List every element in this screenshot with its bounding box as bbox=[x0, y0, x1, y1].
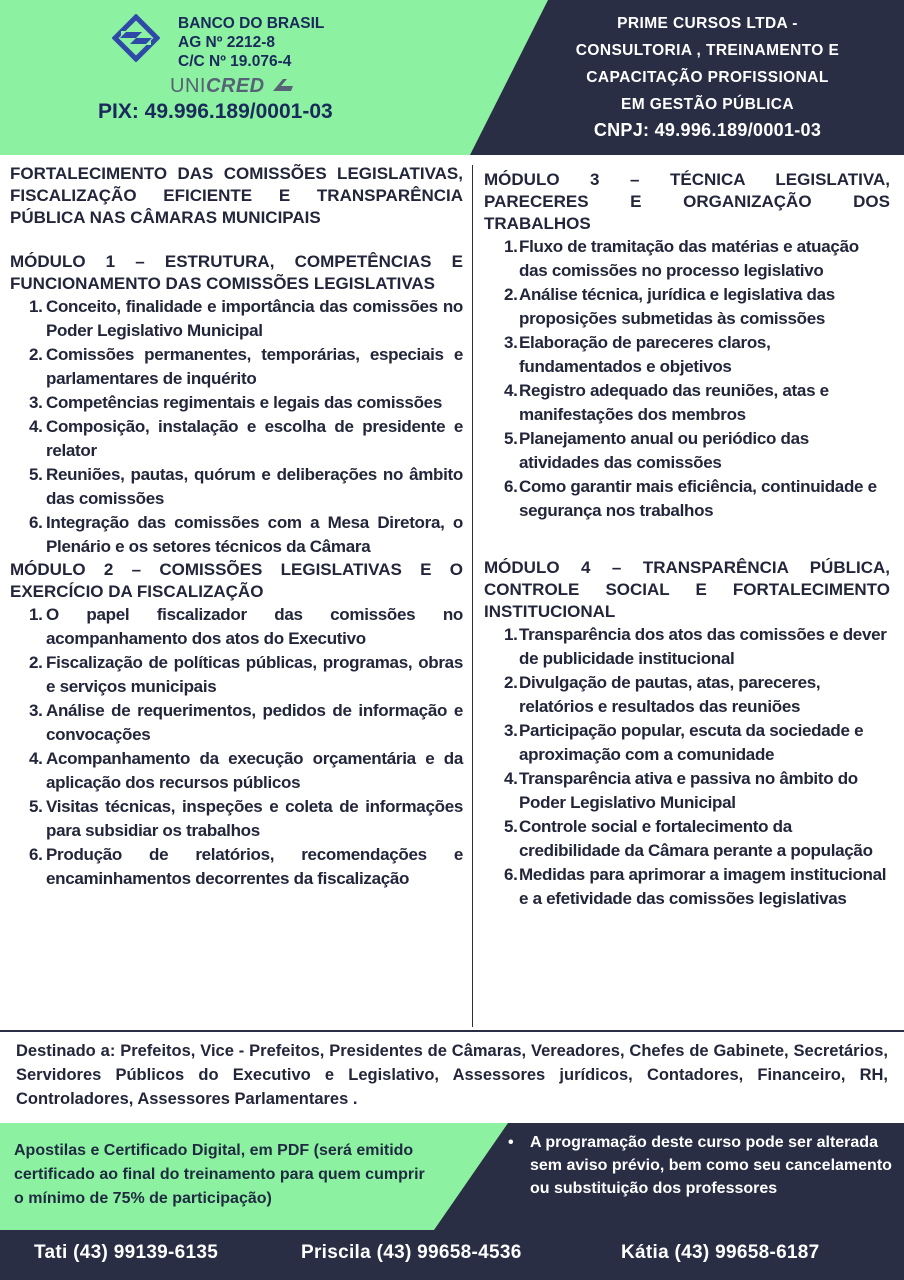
bank-account: C/C Nº 19.076-4 bbox=[178, 53, 292, 70]
company-cnpj: CNPJ: 49.996.189/0001-03 bbox=[593, 120, 822, 140]
item-text: Análise de requerimentos, pedidos de informação e convocações bbox=[46, 701, 463, 744]
item-text: O papel fiscalizador das comissões no acompanhamento dos atos do Executivo bbox=[46, 605, 463, 648]
list-item bbox=[484, 815, 890, 863]
item-number: 4. bbox=[29, 749, 43, 768]
list-item bbox=[10, 603, 463, 651]
item-text: Composição, instalação e escolha de presidente e relator bbox=[46, 417, 463, 460]
company-name bbox=[545, 10, 870, 118]
module-1-title: MÓDULO 1 – ESTRUTURA, COMPETÊNCIAS E FUNCIONAMENTO DAS COMISSÕES LEGISLATIVAS bbox=[10, 252, 463, 293]
course-title: FORTALECIMENTO DAS COMISSÕES LEGISLATIVAS, FISCALIZAÇÃO EFICIENTE E TRANSPARÊNCIA PÚBLICA NAS CÂMARAS MUNICIPAIS bbox=[10, 164, 463, 227]
item-number: 1. bbox=[504, 237, 518, 256]
contact-priscila[interactable]: Priscila (43) 99658-4536 bbox=[301, 1242, 522, 1263]
item-number: 1. bbox=[29, 605, 43, 624]
list-item bbox=[10, 415, 463, 463]
banco-do-brasil-logo-icon bbox=[112, 14, 160, 62]
list-item bbox=[10, 295, 463, 343]
unicred-logo bbox=[170, 75, 295, 98]
item-text: Controle social e fortalecimento da credibilidade da Câmara perante a população bbox=[519, 817, 873, 860]
item-number: 2. bbox=[29, 345, 43, 364]
list-item bbox=[484, 767, 890, 815]
item-text: Competências regimentais e legais das comissões bbox=[46, 393, 442, 412]
item-number: 5. bbox=[29, 797, 43, 816]
item-text: Divulgação de pautas, atas, pareceres, relatórios e resultados das reuniões bbox=[519, 673, 821, 716]
list-item bbox=[10, 511, 463, 559]
item-number: 5. bbox=[504, 817, 518, 836]
item-number: 3. bbox=[504, 333, 518, 352]
item-text: Elaboração de pareceres claros, fundamentados e objetivos bbox=[519, 333, 771, 376]
item-number: 3. bbox=[29, 393, 43, 412]
item-number: 5. bbox=[504, 429, 518, 448]
list-item bbox=[10, 651, 463, 699]
item-number: 2. bbox=[504, 673, 518, 692]
item-text: Medidas para aprimorar a imagem institucional e a efetividade das comissões legislativas bbox=[519, 865, 887, 908]
item-text: Como garantir mais eficiência, continuidade e segurança nos trabalhos bbox=[519, 477, 877, 520]
company-line: CAPACITAÇÃO PROFISSIONAL bbox=[586, 69, 829, 86]
list-item bbox=[484, 863, 890, 911]
list-item bbox=[10, 699, 463, 747]
header bbox=[0, 0, 904, 155]
module-3-list bbox=[484, 235, 890, 523]
bank-name: BANCO DO BRASIL bbox=[178, 15, 325, 32]
item-number: 3. bbox=[29, 701, 43, 720]
item-text: Produção de relatórios, recomendações e encaminhamentos decorrentes da fiscalização bbox=[46, 845, 463, 888]
item-text: Comissões permanentes, temporárias, especiais e parlamentares de inquérito bbox=[46, 345, 463, 388]
target-audience-box bbox=[0, 1030, 904, 1120]
list-item bbox=[484, 623, 890, 671]
unicred-arrow-icon bbox=[271, 77, 295, 93]
item-text: Análise técnica, jurídica e legislativa das proposições submetidas às comissões bbox=[519, 285, 835, 328]
company-line: PRIME CURSOS LTDA - bbox=[617, 15, 798, 32]
module-3-title: MÓDULO 3 – TÉCNICA LEGISLATIVA, PARECERES E ORGANIZAÇÃO DOS TRABALHOS bbox=[484, 170, 890, 233]
contact-katia[interactable]: Kátia (43) 99658-6187 bbox=[621, 1242, 820, 1263]
item-number: 4. bbox=[29, 417, 43, 436]
spacer bbox=[484, 523, 890, 549]
footer-info bbox=[0, 1123, 904, 1230]
contacts-bar bbox=[0, 1230, 904, 1280]
module-2-list bbox=[10, 603, 463, 891]
item-text: Transparência dos atos das comissões e dever de publicidade institucional bbox=[519, 625, 887, 668]
list-item bbox=[484, 331, 890, 379]
list-item bbox=[10, 795, 463, 843]
list-item bbox=[10, 747, 463, 795]
item-text: Fiscalização de políticas públicas, programas, obras e serviços municipais bbox=[46, 653, 463, 696]
target-audience-text: Destinado a: Prefeitos, Vice - Prefeitos, Presidentes de Câmaras, Vereadores, Chefes de Gabinete, Secretários, Servidores Públicos do Executivo e Legislativo, Assessores jurídicos, Contadores, Financeiro, RH, Controladores, Assessores Parlamentares . bbox=[16, 1042, 888, 1108]
item-number: 1. bbox=[29, 297, 43, 316]
right-column bbox=[484, 163, 890, 911]
item-number: 2. bbox=[504, 285, 518, 304]
list-item bbox=[10, 343, 463, 391]
pix-key: PIX: 49.996.189/0001-03 bbox=[98, 100, 333, 123]
list-item bbox=[484, 427, 890, 475]
bank-agency: AG Nº 2212-8 bbox=[178, 34, 275, 51]
list-item bbox=[484, 235, 890, 283]
item-number: 3. bbox=[504, 721, 518, 740]
item-text: Participação popular, escuta da sociedade e aproximação com a comunidade bbox=[519, 721, 864, 764]
item-number: 6. bbox=[29, 513, 43, 532]
unicred-logo-text-a: UNI bbox=[170, 75, 206, 97]
unicred-logo-text-b: CRED bbox=[205, 75, 265, 97]
item-text: Reuniões, pautas, quórum e deliberações no âmbito das comissões bbox=[46, 465, 463, 508]
item-number: 1. bbox=[504, 625, 518, 644]
item-text: Integração das comissões com a Mesa Diretora, o Plenário e os setores técnicos da Câmara bbox=[46, 513, 463, 556]
module-1-list bbox=[10, 295, 463, 559]
item-number: 2. bbox=[29, 653, 43, 672]
module-4-title: MÓDULO 4 – TRANSPARÊNCIA PÚBLICA, CONTROLE SOCIAL E FORTALECIMENTO INSTITUCIONAL bbox=[484, 558, 890, 621]
module-2-title: MÓDULO 2 – COMISSÕES LEGISLATIVAS E O EXERCÍCIO DA FISCALIZAÇÃO bbox=[10, 560, 463, 601]
item-number: 4. bbox=[504, 769, 518, 788]
company-line: EM GESTÃO PÚBLICA bbox=[620, 96, 794, 113]
list-item bbox=[10, 391, 463, 415]
item-text: Conceito, finalidade e importância das comissões no Poder Legislativo Municipal bbox=[46, 297, 463, 340]
list-item bbox=[484, 719, 890, 767]
column-divider bbox=[472, 165, 473, 1027]
item-text: Fluxo de tramitação das matérias e atuação das comissões no processo legislativo bbox=[519, 237, 859, 280]
course-content bbox=[0, 155, 904, 1030]
item-number: 6. bbox=[504, 477, 518, 496]
item-number: 6. bbox=[504, 865, 518, 884]
list-item bbox=[484, 379, 890, 427]
company-line: CONSULTORIA , TREINAMENTO E bbox=[575, 42, 840, 59]
list-item bbox=[484, 283, 890, 331]
bullet-icon: • bbox=[508, 1134, 514, 1151]
item-text: Registro adequado das reuniões, atas e manifestações dos membros bbox=[519, 381, 829, 424]
item-number: 6. bbox=[29, 845, 43, 864]
list-item bbox=[10, 843, 463, 891]
list-item bbox=[10, 463, 463, 511]
contact-tati[interactable]: Tati (43) 99139-6135 bbox=[34, 1242, 219, 1263]
schedule-note bbox=[508, 1131, 893, 1200]
certificate-info: Apostilas e Certificado Digital, em PDF (será emitido certificado ao final do treinamento para quem cumprir o mínimo de 75% de participação) bbox=[14, 1142, 425, 1207]
list-item bbox=[484, 671, 890, 719]
item-number: 4. bbox=[504, 381, 518, 400]
module-4-list bbox=[484, 623, 890, 911]
item-text: Acompanhamento da execução orçamentária e da aplicação dos recursos públicos bbox=[46, 749, 463, 792]
bank-details bbox=[178, 14, 324, 71]
schedule-note-text: A programação deste curso pode ser alterada sem aviso prévio, bem como seu cancelamento ou substituição dos professores bbox=[530, 1134, 892, 1197]
item-text: Transparência ativa e passiva no âmbito do Poder Legislativo Municipal bbox=[519, 769, 858, 812]
item-text: Planejamento anual ou periódico das atividades das comissões bbox=[519, 429, 809, 472]
item-text: Visitas técnicas, inspeções e coleta de informações para subsidiar os trabalhos bbox=[46, 797, 463, 840]
left-column bbox=[10, 163, 463, 891]
list-item bbox=[484, 475, 890, 523]
item-number: 5. bbox=[29, 465, 43, 484]
